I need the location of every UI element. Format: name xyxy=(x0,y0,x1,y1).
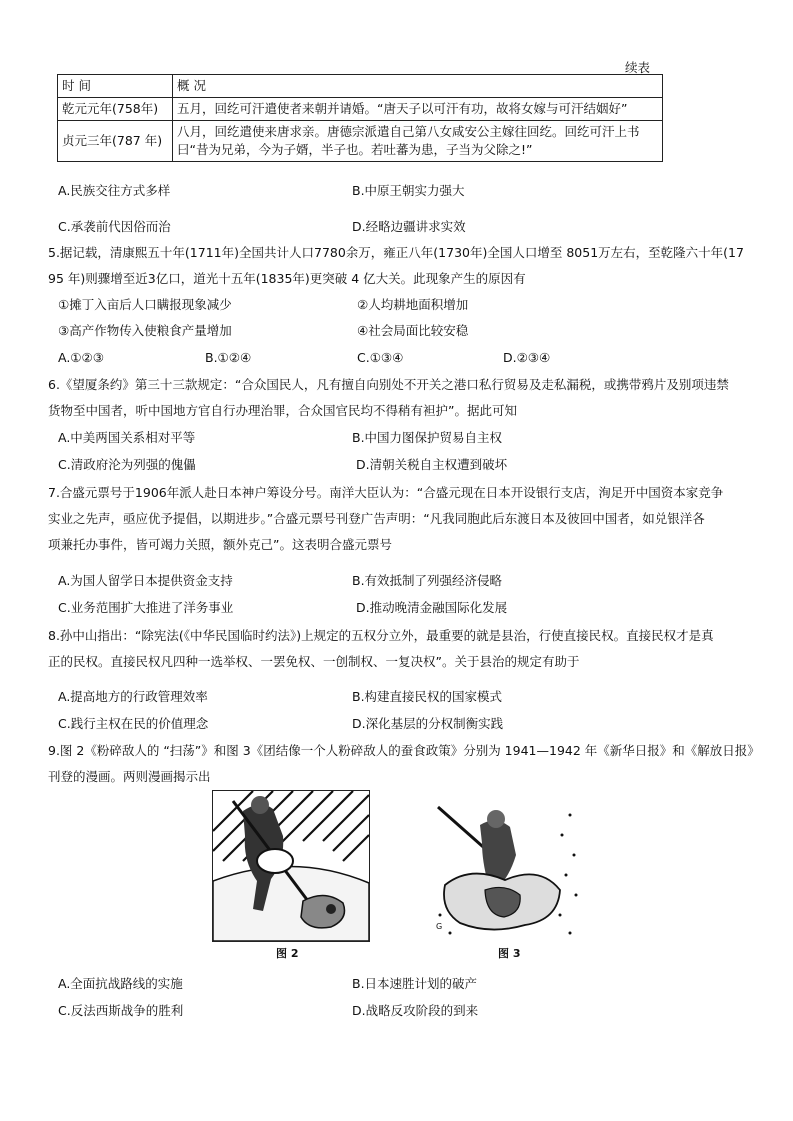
q8-option-b[interactable]: B.构建直接民权的国家模式 xyxy=(352,689,503,704)
q4-option-c[interactable]: C.承袭前代因俗而治 xyxy=(58,219,171,234)
q5-statement-4: ④社会局面比较安稳 xyxy=(357,323,469,338)
q5-statement-2: ②人均耕地面积增加 xyxy=(357,297,469,312)
q6-stem-line2: 货物至中国者，听中国地方官自行办理治罪，合众国官民均不得稍有袒护”。据此可知 xyxy=(48,403,517,418)
q7-option-c[interactable]: C.业务范围扩大推进了洋务事业 xyxy=(58,600,234,615)
table-cell-time: 贞元三年(787 年) xyxy=(58,121,173,162)
q6-option-c[interactable]: C.清政府沦为列强的傀儡 xyxy=(58,457,196,472)
q7-option-b[interactable]: B.有效抵制了列强经济侵略 xyxy=(352,573,503,588)
q8-option-c[interactable]: C.践行主权在民的价值理念 xyxy=(58,716,209,731)
q6-option-b[interactable]: B.中国力图保护贸易自主权 xyxy=(352,430,503,445)
table-cell-overview: 五月，回纥可汗遣使者来朝并请婚。“唐天子以可汗有功，故将女嫁与可汗结姻好” xyxy=(173,98,663,121)
q5-option-a[interactable]: A.①②③ xyxy=(58,350,104,365)
q4-option-a[interactable]: A.民族交往方式多样 xyxy=(58,183,171,198)
q7-stem-line3: 项兼托办事件，皆可竭力关照，额外克己”。这表明合盛元票号 xyxy=(48,537,392,552)
q5-option-b[interactable]: B.①②④ xyxy=(205,350,252,365)
q8-option-d[interactable]: D.深化基层的分权制衡实践 xyxy=(352,716,504,731)
q4-option-b[interactable]: B.中原王朝实力强大 xyxy=(352,183,465,198)
q7-option-d[interactable]: D.推动晚清金融国际化发展 xyxy=(356,600,508,615)
q5-option-d[interactable]: D.②③④ xyxy=(503,350,551,365)
q7-option-a[interactable]: A.为国人留学日本提供资金支持 xyxy=(58,573,233,588)
cartoon-figure-3 xyxy=(430,795,580,941)
cartoon-3-illustration xyxy=(430,795,580,941)
history-table xyxy=(57,74,663,162)
q9-option-d[interactable]: D.战略反攻阶段的到来 xyxy=(352,1003,479,1018)
cartoon-2-illustration xyxy=(213,791,369,941)
q5-stem-line2: 95 年)则骤增至近3亿口，道光十五年(1835年)更突破 4 亿大关。此现象产生的原因有 xyxy=(48,271,526,286)
q4-option-d[interactable]: D.经略边疆讲求实效 xyxy=(352,219,466,234)
q7-stem-line2: 实业之先声，亟应优予提倡，以期进步。”合盛元票号刊登广告声明：“凡我同胞此后东渡日本及彼回中国者，如兑银洋各 xyxy=(48,511,705,526)
q6-stem-line1: 6.《望厦条约》第三十三款规定：“合众国民人，凡有擅自向别处不开关之港口私行贸易及走私漏税，或携带鸦片及别项违禁 xyxy=(48,377,729,392)
q9-option-b[interactable]: B.日本速胜计划的破产 xyxy=(352,976,478,991)
q8-option-a[interactable]: A.提高地方的行政管理效率 xyxy=(58,689,208,704)
q5-statement-1: ①摊丁入亩后人口瞒报现象减少 xyxy=(58,297,232,312)
q8-stem-line1: 8.孙中山指出：“除宪法(《中华民国临时约法》)上规定的五权分立外，最重要的就是县治，行使直接民权。直接民权才是真 xyxy=(48,628,714,643)
table-row xyxy=(58,98,663,121)
table-header-cell: 时 间 xyxy=(58,75,173,98)
table-header-row xyxy=(58,75,663,98)
q6-option-d[interactable]: D.清朝关税自主权遭到破坏 xyxy=(356,457,508,472)
continued-label: 续表 xyxy=(624,60,650,75)
q6-option-a[interactable]: A.中美两国关系相对平等 xyxy=(58,430,196,445)
q9-stem-line1: 9.图 2《粉碎敌人的 “扫荡”》和图 3《团结像一个人粉碎敌人的蚕食政策》分别为 1941—1942 年《新华日报》和《解放日报》 xyxy=(48,743,760,758)
q9-stem-line2: 刊登的漫画。两则漫画揭示出 xyxy=(48,769,211,784)
figure-2-caption: 图 2 xyxy=(276,947,299,960)
table-row xyxy=(58,121,663,162)
svg-text:G: G xyxy=(436,922,443,931)
q9-option-c[interactable]: C.反法西斯战争的胜利 xyxy=(58,1003,184,1018)
q5-stem-line1: 5.据记载，清康熙五十年(1711年)全国共计人口7780余万，雍正八年(1730年)全国人口增至 8051万左右，至乾隆六十年(17 xyxy=(48,245,744,260)
table-header-cell: 概 况 xyxy=(173,75,663,98)
q9-option-a[interactable]: A.全面抗战路线的实施 xyxy=(58,976,183,991)
q5-option-c[interactable]: C.①③④ xyxy=(357,350,404,365)
figure-3-caption: 图 3 xyxy=(498,947,521,960)
table-cell-overview: 八月，回纥遣使来唐求亲。唐德宗派遣自己第八女咸安公主嫁往回纥。回纥可汗上书曰“昔为兄弟，今为子婿，半子也。若吐蕃为患，子当为父除之!” xyxy=(173,121,663,162)
q5-statement-3: ③高产作物传入使粮食产量增加 xyxy=(58,323,232,338)
q7-stem-line1: 7.合盛元票号于1906年派人赴日本神户筹设分号。南洋大臣认为：“合盛元现在日本开设银行支店，洵足开中国资本家竞争 xyxy=(48,485,724,500)
table-cell-time: 乾元元年(758年) xyxy=(58,98,173,121)
cartoon-figure-2 xyxy=(212,790,370,942)
q8-stem-line2: 正的民权。直接民权凡四种一选举权、一罢免权、一创制权、一复决权”。关于县治的规定有助于 xyxy=(48,654,580,669)
